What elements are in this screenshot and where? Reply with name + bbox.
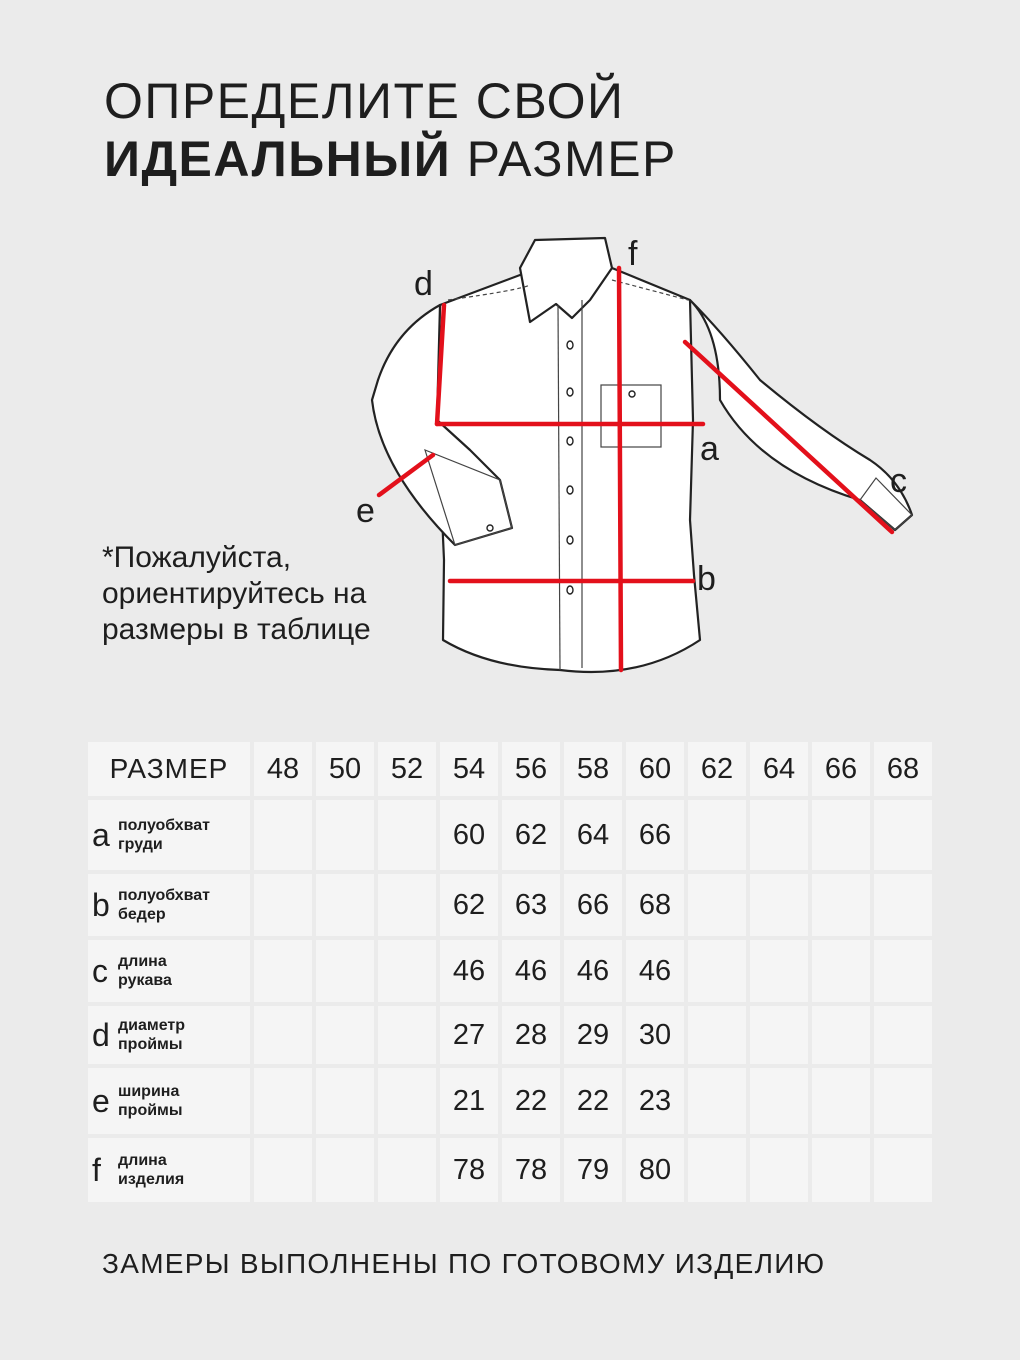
- value-cell: 46: [440, 940, 498, 1002]
- table-row: [88, 874, 932, 936]
- value-cell: [812, 1068, 870, 1134]
- value-cell: [812, 800, 870, 870]
- measure-line-f: [619, 268, 621, 670]
- param-cell: [88, 1068, 250, 1134]
- value-cell: [316, 874, 374, 936]
- value-cell: 66: [626, 800, 684, 870]
- size-header-cell: 50: [316, 742, 374, 796]
- title-line1: ОПРЕДЕЛИТЕ СВОЙ: [104, 73, 625, 129]
- size-header-cell: 68: [874, 742, 932, 796]
- param-name: диаметр проймы: [118, 1017, 186, 1053]
- shirt-button: [567, 536, 573, 544]
- shirt-diagram: [340, 225, 940, 695]
- value-cell: [750, 940, 808, 1002]
- table-row: [88, 1006, 932, 1064]
- value-cell: [874, 940, 932, 1002]
- value-cell: [254, 1006, 312, 1064]
- size-header-cell: 52: [378, 742, 436, 796]
- value-cell: [316, 1138, 374, 1202]
- page-title: [104, 72, 677, 188]
- value-cell: [688, 1006, 746, 1064]
- value-cell: 27: [440, 1006, 498, 1064]
- size-header-label: РАЗМЕР: [88, 742, 250, 796]
- diagram-label-e: e: [356, 492, 375, 530]
- table-row: [88, 1138, 932, 1202]
- shirt-button: [567, 388, 573, 396]
- value-cell: [254, 1138, 312, 1202]
- param-name: длина изделия: [118, 1152, 185, 1188]
- size-header-cell: 54: [440, 742, 498, 796]
- value-cell: 21: [440, 1068, 498, 1134]
- value-cell: [254, 800, 312, 870]
- value-cell: [812, 1138, 870, 1202]
- param-letter: b: [92, 886, 110, 923]
- value-cell: [812, 940, 870, 1002]
- value-cell: 80: [626, 1138, 684, 1202]
- param-cell: [88, 1138, 250, 1202]
- value-cell: [688, 1068, 746, 1134]
- param-name: ширина проймы: [118, 1083, 183, 1119]
- value-cell: [874, 874, 932, 936]
- value-cell: [750, 1006, 808, 1064]
- value-cell: 22: [502, 1068, 560, 1134]
- param-name: полуобхват бедер: [118, 887, 211, 923]
- footer-note: ЗАМЕРЫ ВЫПОЛНЕНЫ ПО ГОТОВОМУ ИЗДЕЛИЮ: [102, 1248, 826, 1279]
- value-cell: 46: [502, 940, 560, 1002]
- size-header-cell: 56: [502, 742, 560, 796]
- value-cell: [378, 940, 436, 1002]
- value-cell: 68: [626, 874, 684, 936]
- param-cell: [88, 940, 250, 1002]
- value-cell: 30: [626, 1006, 684, 1064]
- diagram-label-c: c: [890, 462, 907, 500]
- param-letter: a: [92, 816, 110, 853]
- size-header-cell: 62: [688, 742, 746, 796]
- value-cell: 29: [564, 1006, 622, 1064]
- value-cell: 22: [564, 1068, 622, 1134]
- value-cell: 62: [440, 874, 498, 936]
- size-header-cell: 48: [254, 742, 312, 796]
- value-cell: [874, 1006, 932, 1064]
- param-cell: [88, 874, 250, 936]
- value-cell: [750, 874, 808, 936]
- value-cell: 46: [564, 940, 622, 1002]
- value-cell: [750, 1138, 808, 1202]
- param-letter: e: [92, 1082, 110, 1119]
- shirt-button: [567, 437, 573, 445]
- size-note: *Пожалуйста, ориентируйтесь на размеры в таблице: [102, 541, 371, 646]
- value-cell: [750, 800, 808, 870]
- value-cell: [316, 1006, 374, 1064]
- size-table: [84, 738, 936, 1206]
- value-cell: [688, 1138, 746, 1202]
- value-cell: [316, 1068, 374, 1134]
- diagram-label-b: b: [697, 560, 716, 598]
- diagram-label-f: f: [628, 235, 638, 273]
- value-cell: [316, 940, 374, 1002]
- value-cell: [688, 874, 746, 936]
- value-cell: [254, 940, 312, 1002]
- diagram-label-d: d: [414, 265, 433, 303]
- value-cell: [812, 874, 870, 936]
- value-cell: 78: [440, 1138, 498, 1202]
- size-header-cell: 66: [812, 742, 870, 796]
- title-bold-word: ИДЕАЛЬНЫЙ: [104, 131, 452, 187]
- shirt-button: [567, 586, 573, 594]
- value-cell: 28: [502, 1006, 560, 1064]
- value-cell: [688, 800, 746, 870]
- size-header-cell: 60: [626, 742, 684, 796]
- value-cell: [874, 1068, 932, 1134]
- title-regular-word: РАЗМЕР: [466, 131, 677, 187]
- right-sleeve: [690, 300, 912, 530]
- value-cell: 64: [564, 800, 622, 870]
- value-cell: 63: [502, 874, 560, 936]
- param-name: полуобхват груди: [118, 817, 211, 853]
- size-header-cell: 64: [750, 742, 808, 796]
- shirt-button: [567, 486, 573, 494]
- cuff-button: [487, 525, 493, 531]
- value-cell: [254, 1068, 312, 1134]
- table-row: [88, 940, 932, 1002]
- table-row: [88, 1068, 932, 1134]
- value-cell: [812, 1006, 870, 1064]
- size-header-cell: 58: [564, 742, 622, 796]
- value-cell: [874, 1138, 932, 1202]
- table-row: [88, 800, 932, 870]
- value-cell: 66: [564, 874, 622, 936]
- value-cell: [378, 874, 436, 936]
- param-name: длина рукава: [118, 953, 172, 989]
- value-cell: 23: [626, 1068, 684, 1134]
- value-cell: [378, 1068, 436, 1134]
- value-cell: 78: [502, 1138, 560, 1202]
- diagram-label-a: a: [700, 430, 719, 468]
- shirt-button: [567, 341, 573, 349]
- value-cell: 46: [626, 940, 684, 1002]
- value-cell: [688, 940, 746, 1002]
- param-cell: [88, 800, 250, 870]
- value-cell: [378, 1006, 436, 1064]
- value-cell: 60: [440, 800, 498, 870]
- pocket-button: [629, 391, 635, 397]
- param-letter: c: [92, 952, 108, 989]
- value-cell: 79: [564, 1138, 622, 1202]
- param-letter: f: [92, 1151, 101, 1188]
- value-cell: 62: [502, 800, 560, 870]
- param-cell: [88, 1006, 250, 1064]
- value-cell: [874, 800, 932, 870]
- size-header-row: [88, 742, 932, 796]
- value-cell: [378, 1138, 436, 1202]
- value-cell: [254, 874, 312, 936]
- value-cell: [378, 800, 436, 870]
- value-cell: [316, 800, 374, 870]
- param-letter: d: [92, 1016, 110, 1053]
- value-cell: [750, 1068, 808, 1134]
